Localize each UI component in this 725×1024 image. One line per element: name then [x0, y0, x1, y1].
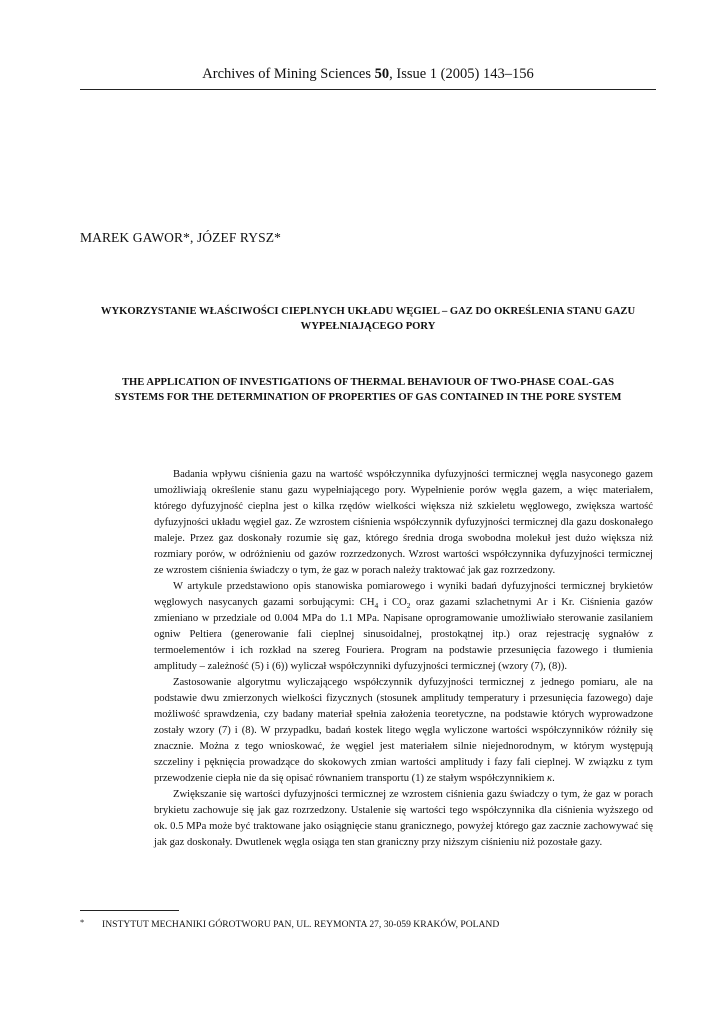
- co2-subscript: 2: [406, 601, 411, 611]
- footnote-mark: *: [80, 917, 85, 927]
- p3-text: Zastosowanie algorytmu wyliczającego współczynnik dyfuzyjności termicznej z jednego pomiaru, ale na podstawie dwu zmierzonych wielkości fizycznych (stosunek amplitudy temperatury i przesunięcia fazowego) daje możliwość sprawdzenia, czy badany materiał spełnia założenia teoretyczne, na podstawie których wyprowadzone zostały wzory (7) i (8). W przypadku, badań kostek litego węgla wyliczone wartości współczynników różniły się znacznie. Można z tego wnioskować, że węgiel jest materiałem silnie niejednorodnym, w którym występują szczeliny i pęknięcia prowadzące do skokowych zmian wartości amplitudy i fazy fali cieplnej. W związku z tym przewodzenie ciepła nie da się opisać równaniem transportu (1) ze stałym współczynnikiem: [154, 677, 653, 784]
- abstract-paragraph-4: Zwiększanie się wartości dyfuzyjności termicznej ze wzrostem ciśnienia gazu świadczy o tym, że gaz w porach brykietu zachowuje się jak gaz rozrzedzony. Ustalenie się wartości tego współczynnika dla ciśnienia wyższego od ok. 0.5 MPa może być traktowane jako osiągnięcie stanu granicznego, powyżej którego gaz zacznie zachowywać się jak gaz doskonały. Dwutlenek węgla osiąga ten stan graniczny przy niższym ciśnieniu niż pozostałe gazy.: [154, 789, 653, 848]
- kappa-symbol: κ: [547, 773, 553, 784]
- abstract-paragraph-2: [154, 579, 653, 675]
- p2-text-c: oraz gazami szlachetnymi Ar i Kr. Ciśnienia gazów zmieniano w przedziale od 0.004 MPa do 1.1 MPa. Napisane oprogramowanie umożliwiało sterowanie zasilaniem ogniw Peltiera (generowanie fali cieplnej sinusoidalnej, prostokątnej itp.) oraz rejestrację sygnałów z termoelementów i ich rozkład na szereg Fouriera. Program na podstawie przesunięcia fazowego i tłumienia amplitudy – zależność (5) i (6)) wyliczał współczynniki dyfuzyjności termicznej (wzory (7), (8)).: [154, 597, 653, 672]
- footnote-rule: [80, 910, 179, 911]
- journal-volume: 50: [374, 66, 390, 82]
- title-english: THE APPLICATION OF INVESTIGATIONS OF THERMAL BEHAVIOUR OF TWO-PHASE COAL-GAS SYSTEMS FOR THE DETERMINATION OF PROPERTIES OF GAS CONTAINED IN THE PORE SYSTEM: [114, 377, 622, 403]
- p2-text-a: W artykule przedstawiono opis stanowiska pomiarowego i wyniki badań dyfuzyjności termicznej brykietów węglowych nasycanych gazami sorbującymi: CH: [154, 581, 653, 608]
- title-polish: WYKORZYSTANIE WŁAŚCIWOŚCI CIEPLNYCH UKŁADU WĘGIEL – GAZ DO OKREŚLENIA STANU GAZU WYPEŁNIAJĄCEGO PORY: [100, 306, 636, 332]
- journal-header: [80, 64, 656, 84]
- header-rule: [80, 89, 656, 90]
- ch4-subscript: 4: [374, 601, 379, 611]
- p2-text-b: i CO: [378, 597, 407, 608]
- p3-end: .: [552, 773, 555, 784]
- abstract: [154, 467, 653, 851]
- journal-issue: , Issue 1 (2005) 143–156: [389, 66, 534, 82]
- abstract-paragraph-1: Badania wpływu ciśnienia gazu na wartość współczynnika dyfuzyjności termicznej węgla nasyconego gazem umożliwiają określenie stanu gazu wypełniającego pory. Wypełnienie porów węgla gazem, a więc materiałem, którego dyfuzyjność cieplna jest o kilka rzędów wielkości większa niż szkieletu węglowego, zwiększa wartość dyfuzyjności układu węgiel gaz. Ze wzrostem ciśnienia współczynnik dyfuzyjności termicznej dla gazu doskonałego maleje. Przez gaz doskonały rozumie się gaz, którego średnia droga swobodna molekuł jest dużo większa niż rozmiary porów, w odróżnieniu od gazów rozrzedzonych. Wzrost wartości współczynnika dyfuzyjności termicznej ze wzrostem ciśnienia świadczy o tym, że gaz w porach należy traktować jak gaz rozrzedzony.: [154, 469, 653, 576]
- authors: MAREK GAWOR*, JÓZEF RYSZ*: [80, 230, 281, 245]
- footnote-affiliation: INSTYTUT MECHANIKI GÓROTWORU PAN, UL. REYMONTA 27, 30-059 KRAKÓW, POLAND: [102, 919, 500, 930]
- abstract-paragraph-3: [154, 675, 653, 787]
- journal-name: Archives of Mining Sciences: [202, 66, 371, 82]
